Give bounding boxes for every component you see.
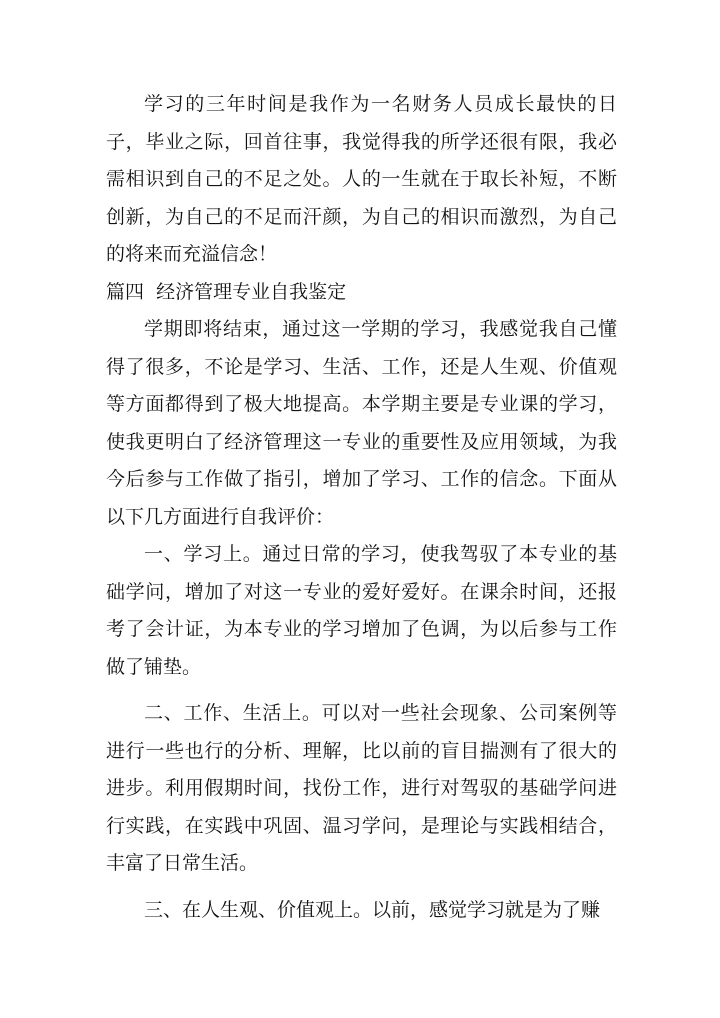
paragraph-intro: 学期即将结束，通过这一学期的学习，我感觉我自己懂得了很多，不论是学习、生活、工作，还是人生观、价值观等方面都得到了极大地提高。本学期主要是专业课的学习，使我更明白了经济管理这一专业的重要性及应用领域，为我今后参与工作做了指引，增加了学习、工作的信念。下面从以下几方面进行自我评价： bbox=[106, 318, 617, 528]
document-page bbox=[106, 86, 617, 929]
section-heading: 篇四 经济管理专业自我鉴定 bbox=[106, 280, 347, 303]
paragraph-values: 三、在人生观、价值观上。以前，感觉学习就是为了赚 bbox=[144, 898, 601, 921]
paragraph-work-life: 二、工作、生活上。可以对一些社会现象、公司案例等进行一些也行的分析、理解，比以前的盲目揣测有了很大的进步。利用假期时间，找份工作，进行对驾驭的基础学问进行实践，在实践中巩固、温习学问，是理论与实践相结合，丰富了日常生活。 bbox=[106, 702, 617, 874]
paragraph-reflection: 学习的三年时间是我作为一名财务人员成长最快的日子，毕业之际，回首往事，我觉得我的所学还很有限，我必需相识到自己的不足之处。人的一生就在于取长补短，不断创新，为自己的不足而汗颜，为自己的相识而激烈，为自己的将来而充溢信念！ bbox=[106, 93, 617, 265]
paragraph-study: 一、学习上。通过日常的学习，使我驾驭了本专业的基础学问，增加了对这一专业的爱好爱好。在课余时间，还报考了会计证，为本专业的学习增加了色调，为以后参与工作做了铺垫。 bbox=[106, 543, 617, 678]
